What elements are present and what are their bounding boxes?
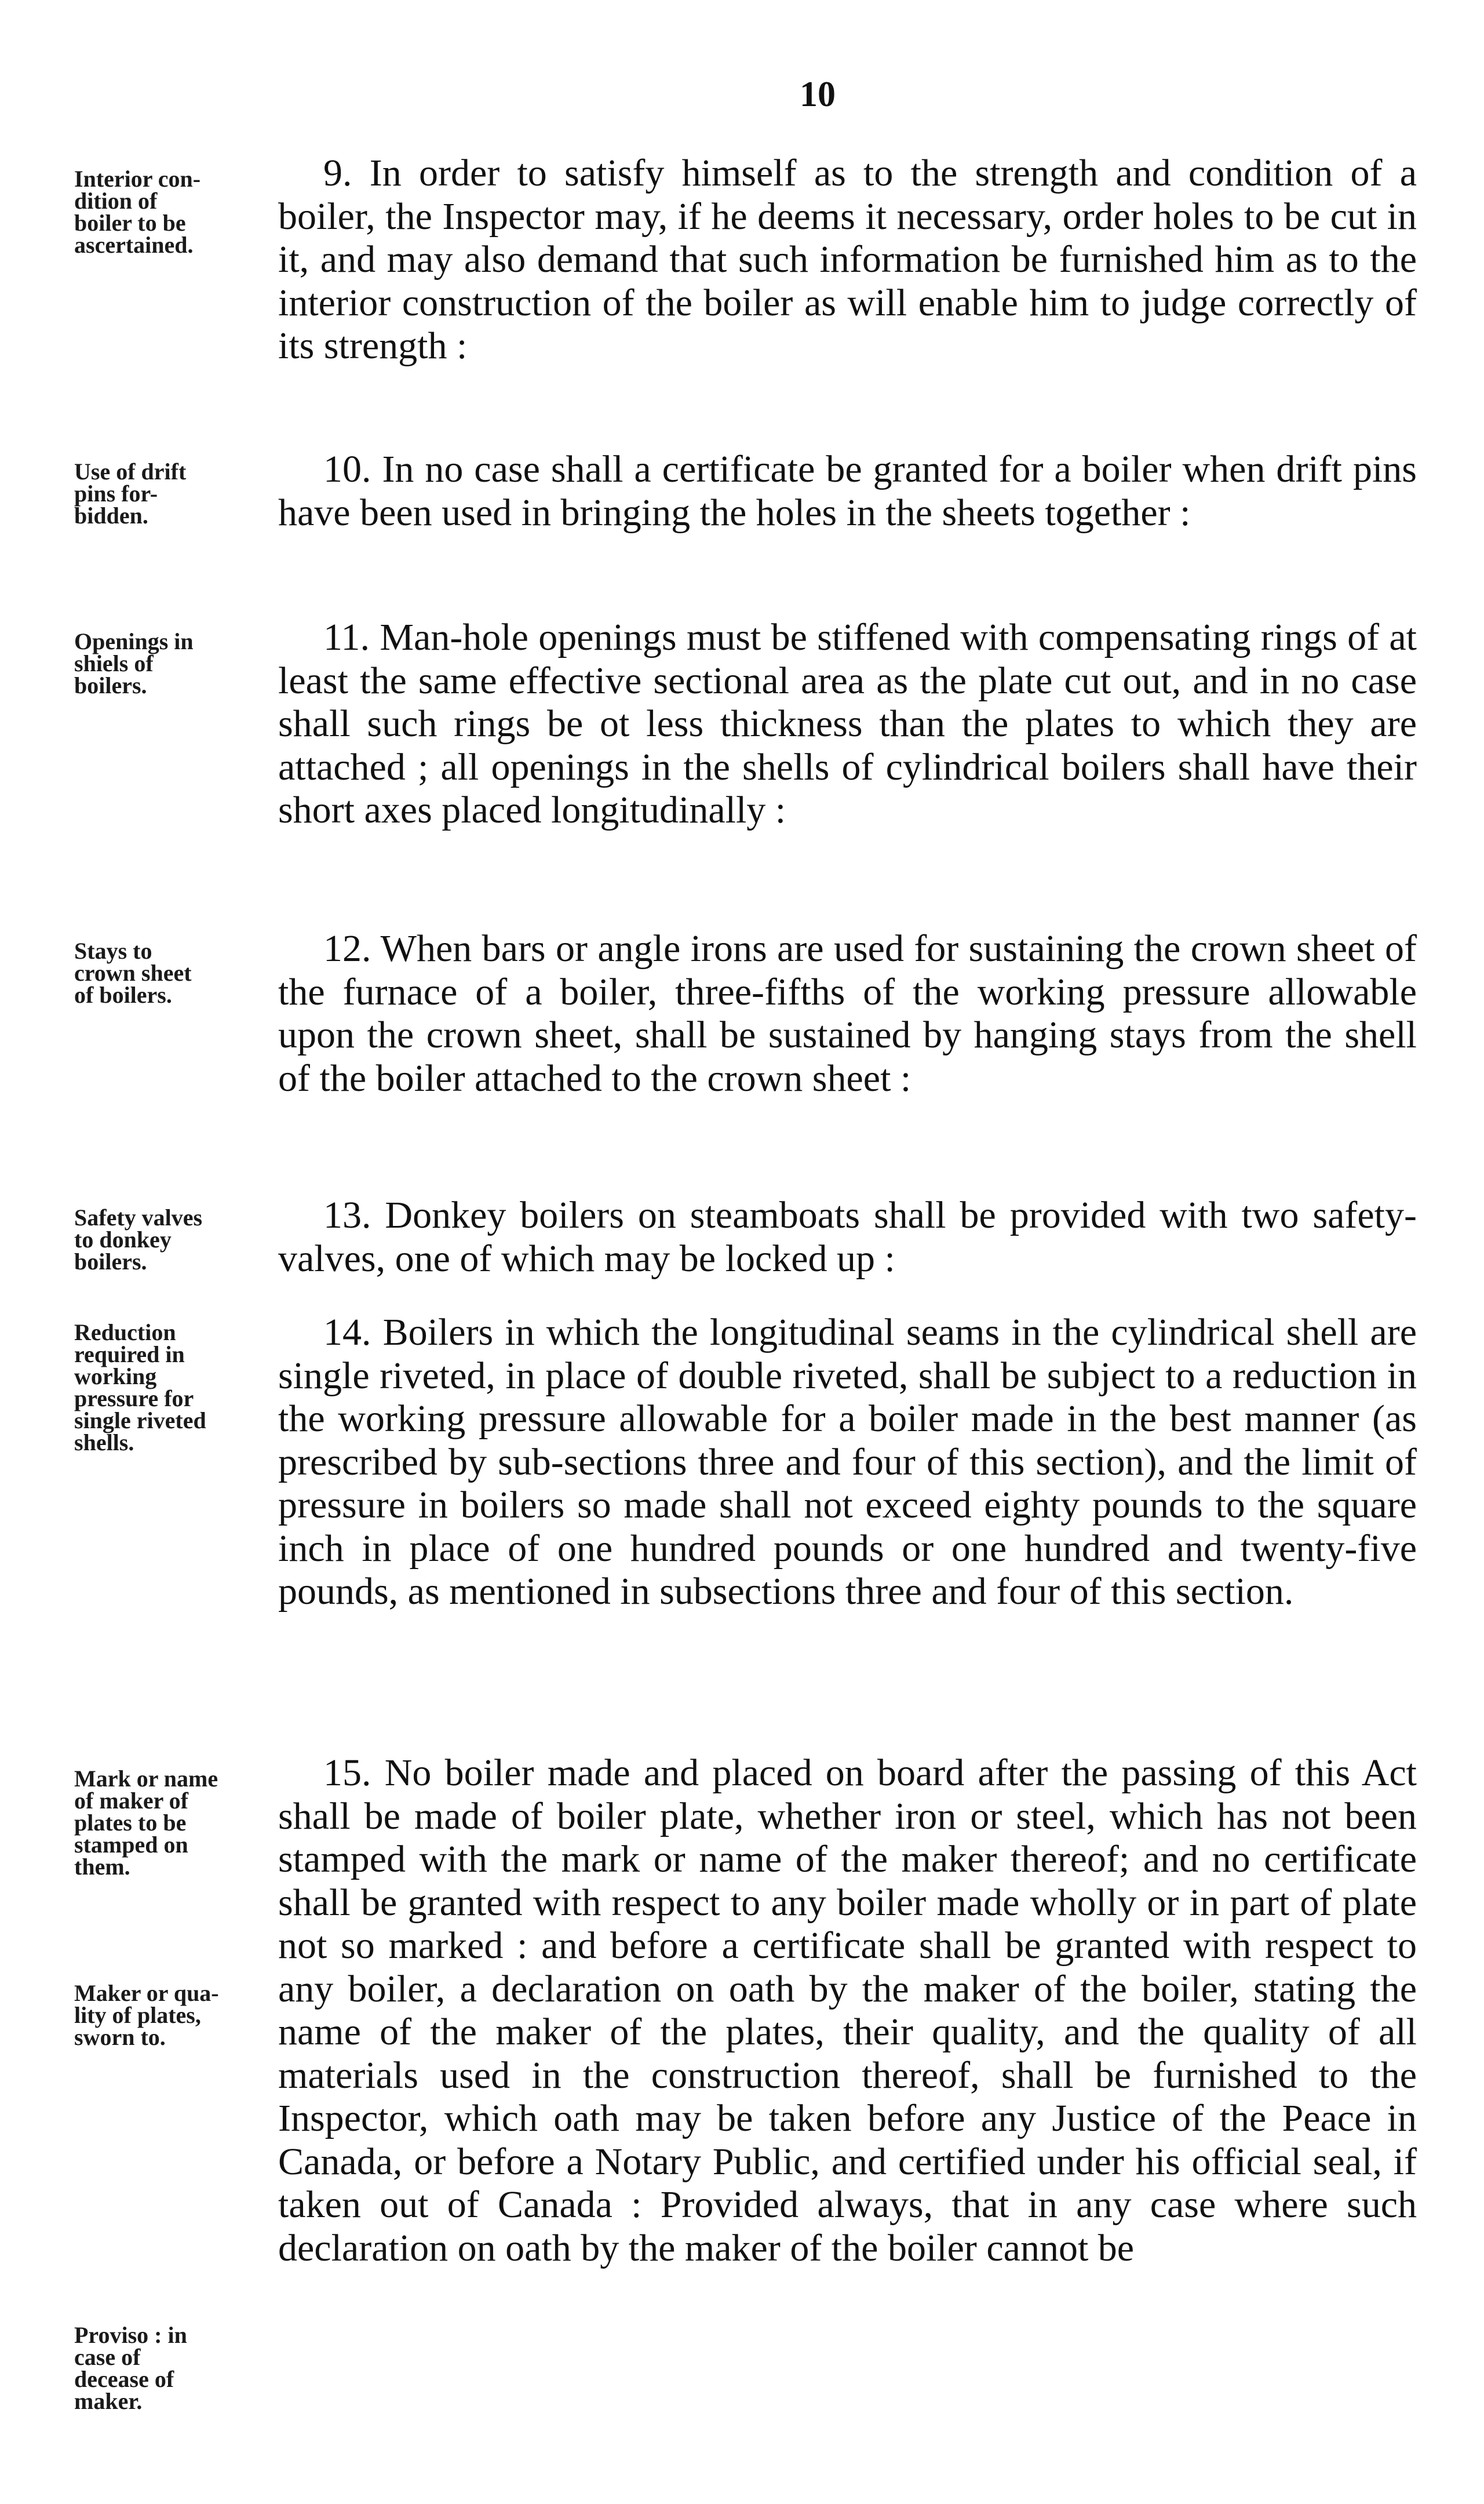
paragraph-12: 12. When bars or angle irons are used for sustaining the crown sheet of the furnace of a boiler, three-fifths of the working pressure allowable upon the crown sheet, shall be sustained by hanging stays from the shell of the boiler attached to the crown sheet : [278, 927, 1417, 1100]
margin-note-drift-pins: Use of drift pins for- bidden. [74, 458, 187, 529]
margin-note-proviso: Proviso : in case of decease of maker. [74, 2322, 187, 2414]
margin-note-interior-condition: Interior con- dition of boiler to be ascertained. [74, 166, 201, 258]
paragraph-10: 10. In no case shall a certificate be granted for a boiler when drift pins have been used in bringing the holes in the sheets together : [278, 448, 1417, 534]
margin-note-mark-of-maker: Mark or name of maker of plates to be stamped on them. [74, 1766, 218, 1880]
paragraph-9: 9. In order to satisfy himself as to the strength and condition of a boiler, the Inspector may, if he deems it necessary, order holes to be cut in it, and may also demand that such information be furnished him as to the interior construction of the boiler as will enable him to judge correctly of its strength : [278, 152, 1417, 367]
margin-note-stays: Stays to crown sheet of boilers. [74, 938, 192, 1008]
margin-note-reduction: Reduction required in working pressure for single riveted shells. [74, 1319, 206, 1455]
paragraph-11: 11. Man-hole openings must be stiffened with compensating rings of at least the same effective sectional area as the plate cut out, and in no case shall such rings be ot less thickness than the plates to which they are attached ; all openings in the shells of cylindrical boilers shall have their short axes placed longitudinally : [278, 616, 1417, 831]
paragraph-13: 13. Donkey boilers on steamboats shall be provided with two safety-valves, one of which may be locked up : [278, 1194, 1417, 1280]
paragraph-14: 14. Boilers in which the longitudinal seams in the cylindrical shell are single riveted, in place of double riveted, shall be subject to a reduction in the working pressure allowable for a boiler made in the best manner (as prescribed by sub-sections three and four of this section), and the limit of pressure in boilers so made shall not exceed eighty pounds to the square inch in place of one hundred pounds or one hundred and twenty-five pounds, as mentioned in subsections three and four of this section. [278, 1311, 1417, 1613]
margin-note-openings: Openings in shiels of boilers. [74, 628, 194, 698]
margin-note-maker-quality: Maker or qua- lity of plates, sworn to. [74, 1980, 219, 2050]
margin-note-safety-valves: Safety valves to donkey boilers. [74, 1204, 203, 1275]
page-number: 10 [800, 75, 836, 114]
paragraph-15: 15. No boiler made and placed on board after the passing of this Act shall be made of boiler plate, whether iron or steel, which has not been stamped with the mark or name of the maker thereof; and no certificate shall be granted with respect to any boiler made wholly or in part of plate not so marked : and before a certificate shall be granted with respect to any boiler, a declaration on oath by the maker of the boiler, stating the name of the maker of the plates, their quality, and the quality of all materials used in the construction thereof, shall be furnished to the Inspector, which oath may be taken before any Justice of the Peace in Canada, or before a Notary Public, and certified under his official seal, if taken out of Canada : Provided always, that in any case where such declaration on oath by the maker of the boiler cannot be [278, 1752, 1417, 2269]
